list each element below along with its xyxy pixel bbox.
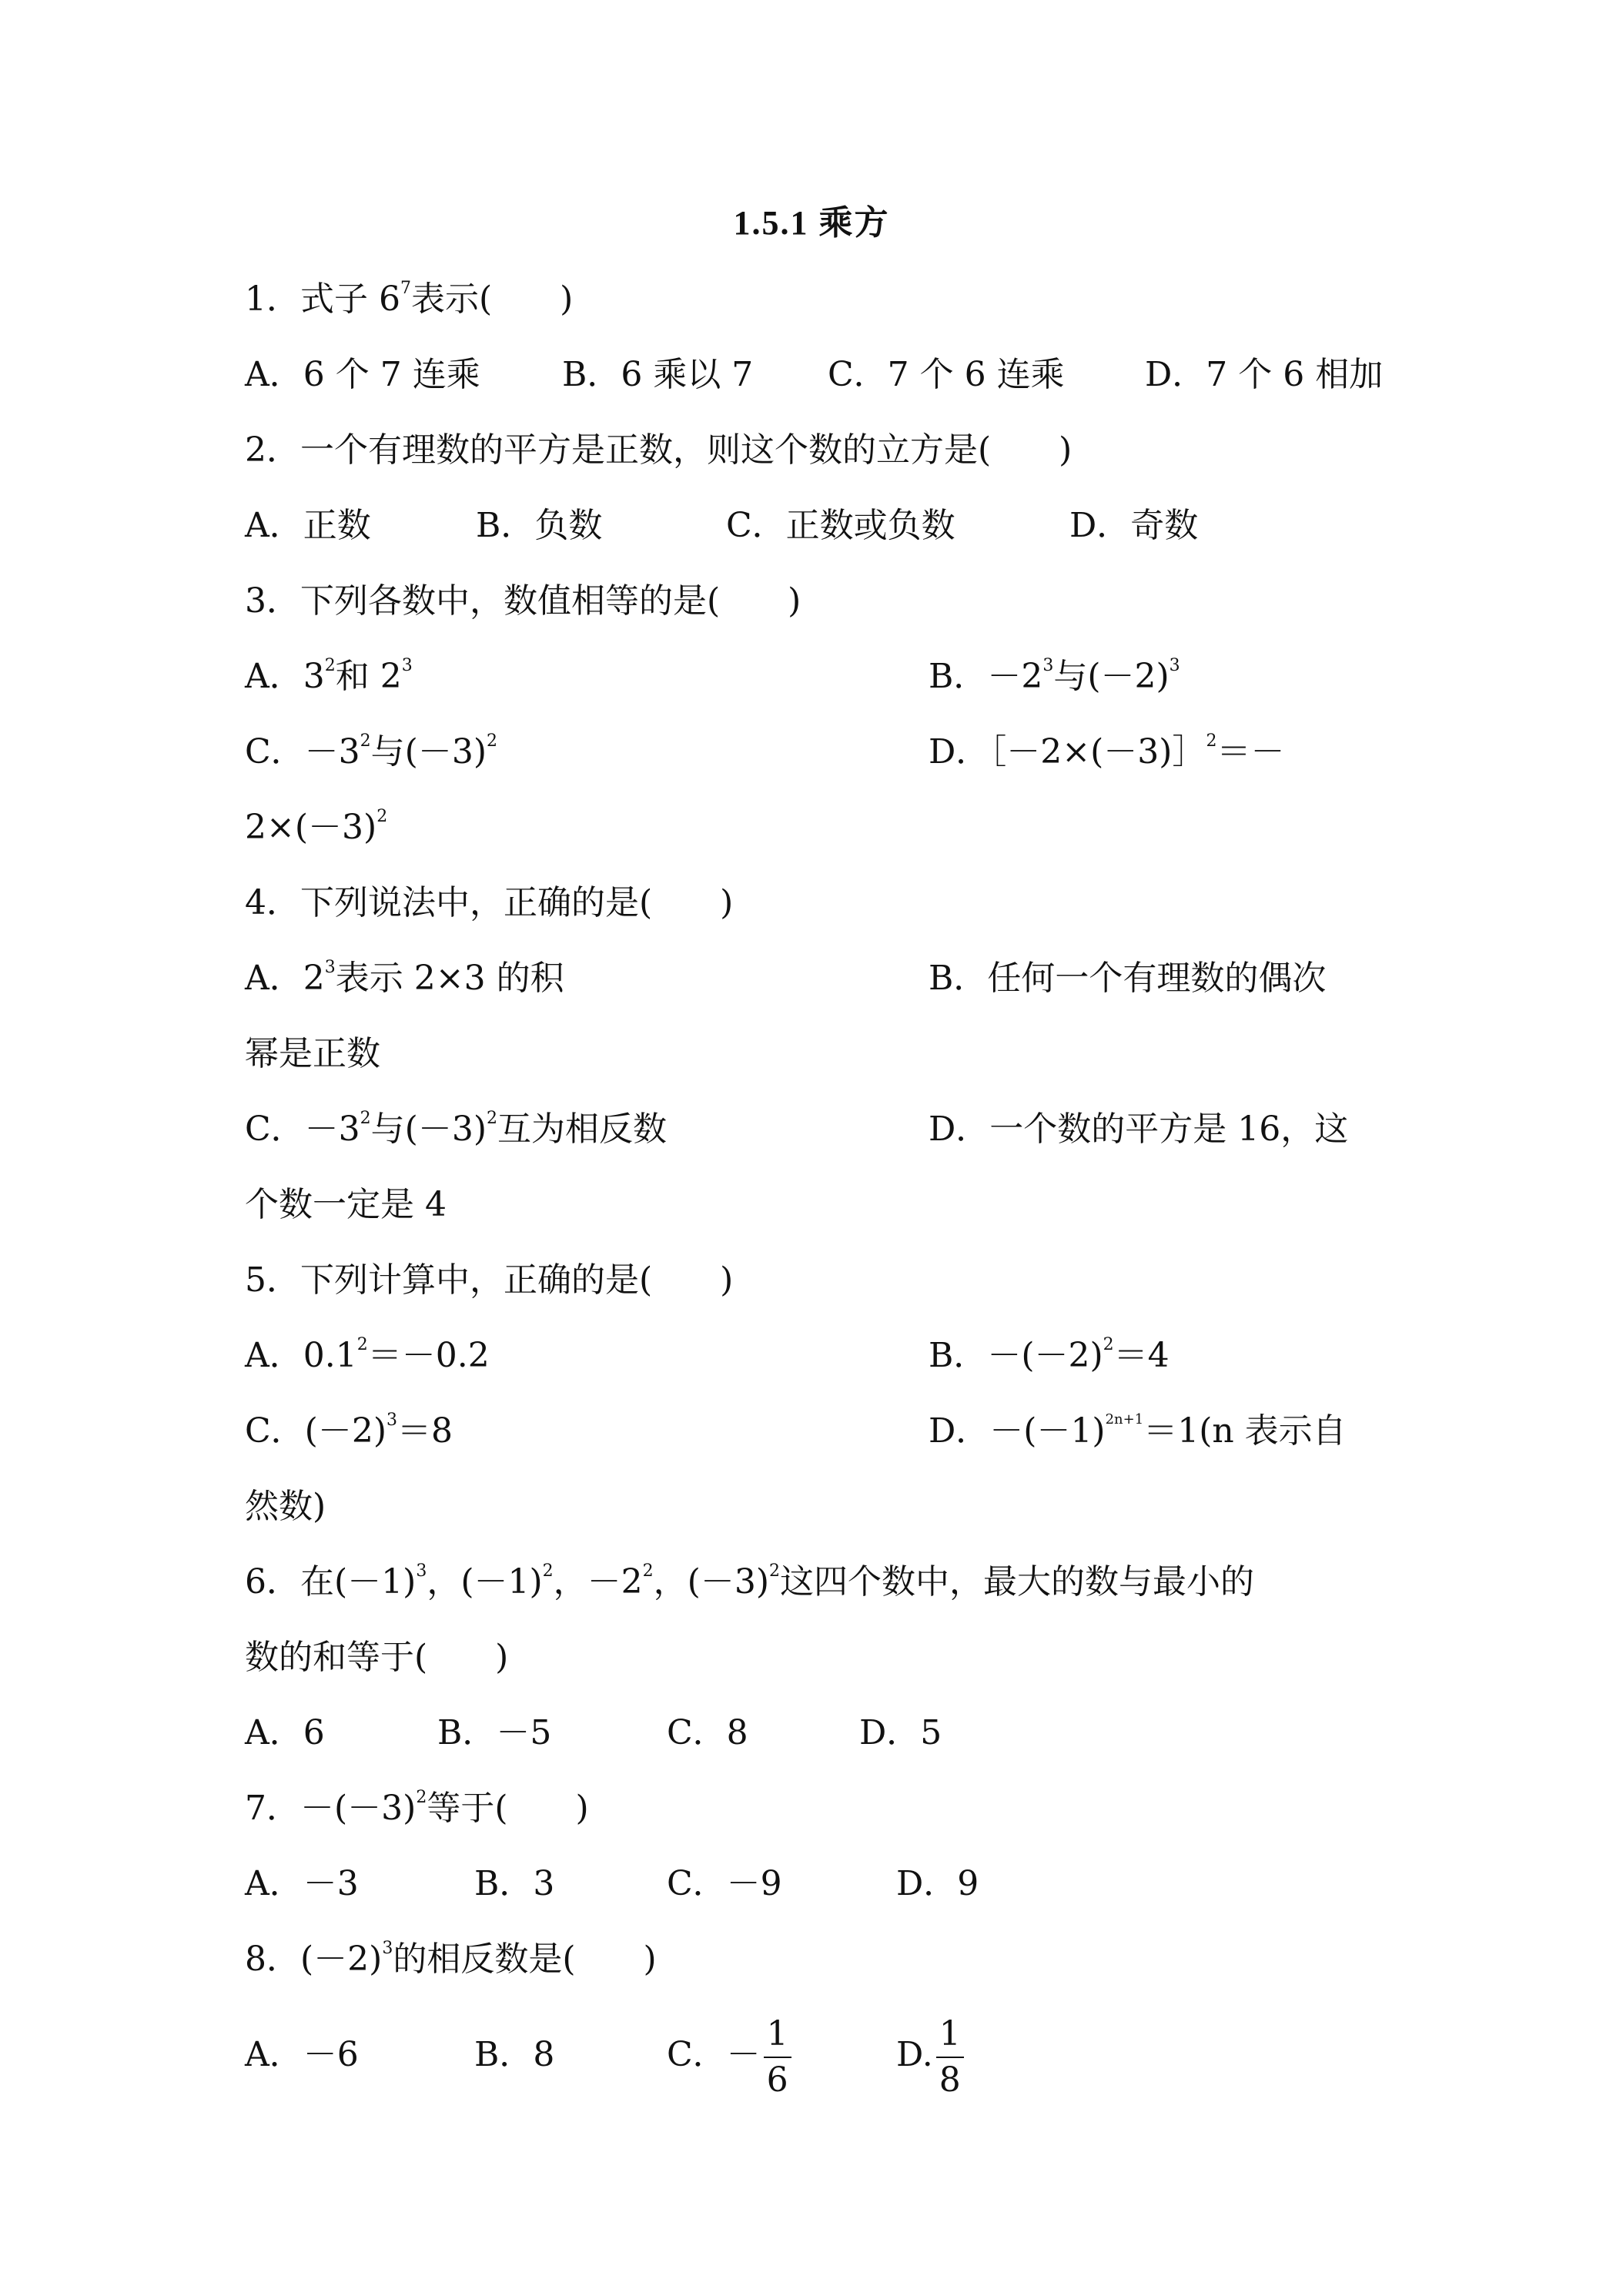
option-b: B．－5 [437, 1713, 552, 1752]
option-c: C．8 [667, 1713, 748, 1752]
option-c: C．－9 [667, 1864, 782, 1903]
option-a: A．$3^2$和 $2^3$ [245, 656, 413, 696]
question-5-options-ab [245, 1318, 1384, 1394]
option-a: A．－3 [245, 1864, 359, 1903]
question-3-options-ab [245, 639, 1384, 715]
option-b: B．3 [474, 1864, 555, 1903]
option-a: A．－6 [245, 2035, 359, 2074]
option-d: D. $\frac{1}{8}$ [896, 1997, 967, 2113]
option-c: C．$(-2)^3=8$ [245, 1411, 453, 1451]
option-d: D．一个数的平方是 16，这 [929, 1110, 1349, 1149]
question-8-options [245, 1997, 1384, 2113]
option-a: A．$2^3$表示 2×3 的积 [245, 958, 564, 998]
option-d: D．［－2×(－3)］$^2$＝－ [929, 731, 1285, 771]
question-6-options [245, 1695, 1384, 1771]
option-b: B．$-(-2)^2=4$ [929, 1335, 1170, 1375]
option-c: C．7 个 6 连乘 [828, 355, 1065, 394]
option-b: B．负数 [476, 506, 603, 545]
question-6-stem: 6．在$(-1)^3$，$(-1)^2$，$-2^2$，$(-3)^2$这四个数中，最大的数与最小的 [245, 1561, 1254, 1602]
question-8-stem: 8．$(-2)^3$的相反数是( ) [245, 1939, 657, 1979]
question-list [245, 262, 1384, 2113]
option-a: A．$0.1^2=-0.2$ [245, 1335, 490, 1375]
option-b: B．任何一个有理数的偶次 [929, 959, 1327, 998]
option-d: D．$-(-1)^{2n+1}=1(n$ 表示自 [929, 1411, 1347, 1451]
option-a: A．正数 [245, 506, 371, 545]
fraction-one-eighth: $\frac{1}{8}$ [936, 2012, 964, 2103]
option-b: B．6 乘以 7 [562, 355, 754, 394]
question-2-options [245, 488, 1384, 564]
question-2-stem: 2．一个有理数的平方是正数，则这个数的立方是( ) [245, 430, 1073, 470]
option-c: C．正数或负数 [726, 506, 955, 545]
question-5-options-cd [245, 1394, 1384, 1469]
option-b: B．8 [474, 2035, 555, 2074]
option-c: C．$-3^2$与$(-3)^2$ [245, 731, 497, 771]
option-d: D．7 个 6 相加 [1145, 355, 1384, 394]
question-4-options-cd [245, 1092, 1384, 1167]
option-d: D．9 [896, 1864, 979, 1903]
question-1-options [245, 337, 1384, 413]
question-1-stem: 1．式子 $6^7$表示( ) [245, 279, 574, 319]
question-4-option-d-continued: 个数一定是 4 [245, 1185, 447, 1224]
question-6-stem-continued: 数的和等于( ) [245, 1638, 509, 1677]
option-a: A．6 [245, 1713, 325, 1752]
question-4-options-ab [245, 941, 1384, 1016]
option-c: C．$-3^2$与$(-3)^2$互为相反数 [245, 1109, 667, 1149]
question-5-stem: 5．下列计算中，正确的是( ) [245, 1260, 734, 1300]
question-3-stem: 3．下列各数中，数值相等的是( ) [245, 581, 801, 621]
question-3-options-cd [245, 715, 1384, 790]
option-a: A．6 个 7 连乘 [245, 355, 480, 394]
option-c: C．－ $\frac{1}{6}$ [667, 1997, 896, 2113]
option-b: B．$-2^3$与$(-2)^3$ [929, 656, 1180, 696]
question-7-stem: 7．$-(-3)^2$等于( ) [245, 1788, 589, 1828]
question-4-option-b-continued: 幂是正数 [245, 1034, 380, 1073]
fraction-one-sixth: $\frac{1}{6}$ [764, 2012, 791, 2103]
question-5-option-d-continued: 然数) [245, 1487, 326, 1526]
page-title: 1.5.1 乘方 [733, 204, 890, 242]
option-d: D．奇数 [1069, 506, 1199, 545]
question-7-options [245, 1846, 1384, 1922]
question-4-stem: 4．下列说法中，正确的是( ) [245, 883, 734, 922]
question-3-option-d-continued: $2\times(-3)^2$ [245, 807, 388, 847]
option-d: D．5 [859, 1713, 942, 1752]
